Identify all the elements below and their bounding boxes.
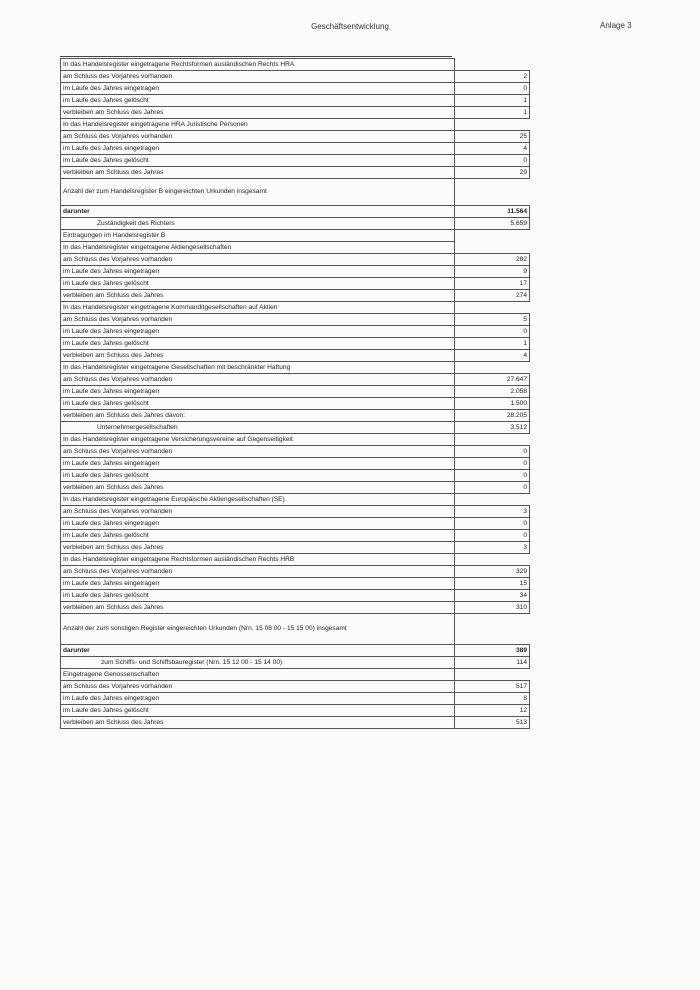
table-row <box>61 59 530 71</box>
row-label: In das Handelsregister eingetragene Rechtsformen ausländischen Rechts HRB <box>61 554 455 566</box>
row-value: 1 <box>455 107 530 119</box>
row-value: 0 <box>455 155 530 167</box>
row-label: im Laufe des Jahres gelöscht <box>61 470 455 482</box>
table-row <box>61 554 530 566</box>
row-value: 329 <box>455 566 530 578</box>
row-value: 27.647 <box>455 374 530 386</box>
page-title: Geschäftsentwicklung <box>311 22 389 31</box>
table-row <box>61 338 530 350</box>
row-value <box>455 302 530 314</box>
row-label: verbleiben am Schluss des Jahres <box>61 482 455 494</box>
row-value: 29 <box>455 167 530 179</box>
table-row <box>61 119 530 131</box>
row-label: Eingetragene Genossenschaften <box>61 669 455 681</box>
row-label: am Schluss des Vorjahres vorhanden <box>61 314 455 326</box>
table-row <box>61 254 530 266</box>
row-label: im Laufe des Jahres gelöscht <box>61 705 455 717</box>
table-row <box>61 302 530 314</box>
row-value: 0 <box>455 482 530 494</box>
row-label: darunter <box>61 206 455 218</box>
table-row <box>61 350 530 362</box>
table-row <box>61 326 530 338</box>
row-label: In das Handelsregister eingetragene Aktiengesellschaften <box>61 242 455 254</box>
row-value <box>455 179 530 206</box>
row-value: 28.205 <box>455 410 530 422</box>
row-label: verbleiben am Schluss des Jahres davon: <box>61 410 455 422</box>
row-label: im Laufe des Jahres eingetragen <box>61 266 455 278</box>
row-value: 15 <box>455 578 530 590</box>
row-label: am Schluss des Vorjahres vorhanden <box>61 131 455 143</box>
row-label: am Schluss des Vorjahres vorhanden <box>61 254 455 266</box>
table-row <box>61 458 530 470</box>
row-label: im Laufe des Jahres gelöscht <box>61 530 455 542</box>
row-label: In das Handelsregister eingetragene HRA Juristische Personen <box>61 119 455 131</box>
table-row <box>61 206 530 218</box>
table-row <box>61 693 530 705</box>
row-value: 4 <box>455 350 530 362</box>
table-row <box>61 386 530 398</box>
table-row <box>61 398 530 410</box>
row-value: 389 <box>455 645 530 657</box>
table-row <box>61 266 530 278</box>
table-row <box>61 143 530 155</box>
row-label: In das Handelsregister eingetragene Kommanditgesellschaften auf Aktien <box>61 302 455 314</box>
row-value: 3 <box>455 506 530 518</box>
table-row <box>61 242 530 254</box>
row-label: verbleiben am Schluss des Jahres <box>61 107 455 119</box>
row-value <box>455 242 530 254</box>
row-value: 1.500 <box>455 398 530 410</box>
row-label: im Laufe des Jahres eingetragen <box>61 518 455 530</box>
row-label: verbleiben am Schluss des Jahres <box>61 290 455 302</box>
row-label: In das Handelsregister eingetragene Gesellschaften mit beschränkter Haftung <box>61 362 455 374</box>
row-value: 4 <box>455 143 530 155</box>
row-label: zum Schiffs- und Schiffsbauregister (Nrn. 15 12 00 - 15 14 00) <box>61 657 455 669</box>
row-label: In das Handelsregister eingetragene Europäische Aktiengesellschaften (SE) <box>61 494 455 506</box>
table-row <box>61 95 530 107</box>
row-label: im Laufe des Jahres eingetragen <box>61 326 455 338</box>
row-value <box>455 362 530 374</box>
row-value: 517 <box>455 681 530 693</box>
table-row <box>61 290 530 302</box>
row-value: 0 <box>455 326 530 338</box>
statistics-table <box>60 58 530 729</box>
table-row <box>61 645 530 657</box>
table-row <box>61 566 530 578</box>
table-row <box>61 218 530 230</box>
row-label: verbleiben am Schluss des Jahres <box>61 542 455 554</box>
row-value <box>455 119 530 131</box>
table-row <box>61 705 530 717</box>
row-label: am Schluss des Vorjahres vorhanden <box>61 681 455 693</box>
table-row <box>61 362 530 374</box>
row-value: 513 <box>455 717 530 729</box>
row-value <box>455 434 530 446</box>
table-row <box>61 131 530 143</box>
row-value: 1 <box>455 338 530 350</box>
row-label: verbleiben am Schluss des Jahres <box>61 167 455 179</box>
table-row <box>61 590 530 602</box>
table-row <box>61 717 530 729</box>
row-label: im Laufe des Jahres eingetragen <box>61 578 455 590</box>
row-label: Eintragungen im Handelsregister B <box>61 230 455 242</box>
row-value <box>455 669 530 681</box>
table-row <box>61 422 530 434</box>
table-row <box>61 314 530 326</box>
row-value: 114 <box>455 657 530 669</box>
row-value: 0 <box>455 470 530 482</box>
table-row <box>61 614 530 645</box>
row-value: 5.659 <box>455 218 530 230</box>
row-value: 0 <box>455 530 530 542</box>
row-label: am Schluss des Vorjahres vorhanden <box>61 374 455 386</box>
row-value: 5 <box>455 314 530 326</box>
row-value: 1 <box>455 95 530 107</box>
row-label: im Laufe des Jahres gelöscht <box>61 155 455 167</box>
row-value <box>455 494 530 506</box>
row-value: 11.564 <box>455 206 530 218</box>
row-label: verbleiben am Schluss des Jahres <box>61 717 455 729</box>
row-value: 3 <box>455 542 530 554</box>
row-label: Unternehmergesellschaften <box>61 422 455 434</box>
row-label: im Laufe des Jahres eingetragen <box>61 83 455 95</box>
row-label: In das Handelsregister eingetragene Versicherungsvereine auf Gegenseitigkeit <box>61 434 455 446</box>
row-label: im Laufe des Jahres gelöscht <box>61 278 455 290</box>
row-value: 0 <box>455 458 530 470</box>
row-label: im Laufe des Jahres eingetragen <box>61 693 455 705</box>
row-label: im Laufe des Jahres gelöscht <box>61 590 455 602</box>
row-label: verbleiben am Schluss des Jahres <box>61 602 455 614</box>
row-label: im Laufe des Jahres eingetragen <box>61 386 455 398</box>
table-row <box>61 669 530 681</box>
row-value <box>455 230 530 242</box>
table-row <box>61 482 530 494</box>
row-label: am Schluss des Vorjahres vorhanden <box>61 566 455 578</box>
top-rule <box>60 56 452 57</box>
row-value: 274 <box>455 290 530 302</box>
table-row <box>61 506 530 518</box>
table-row <box>61 542 530 554</box>
row-label: im Laufe des Jahres eingetragen <box>61 143 455 155</box>
table-row <box>61 230 530 242</box>
row-value: 3.512 <box>455 422 530 434</box>
table-row <box>61 179 530 206</box>
row-value <box>455 554 530 566</box>
row-value: 0 <box>455 83 530 95</box>
row-value: 282 <box>455 254 530 266</box>
table-row <box>61 83 530 95</box>
row-label: am Schluss des Vorjahres vorhanden <box>61 506 455 518</box>
table-row <box>61 434 530 446</box>
table-row <box>61 107 530 119</box>
row-label: im Laufe des Jahres eingetragen <box>61 458 455 470</box>
annex-label: Anlage 3 <box>600 21 632 30</box>
row-value: 0 <box>455 518 530 530</box>
statistics-table-body <box>61 59 530 729</box>
table-row <box>61 681 530 693</box>
row-label: am Schluss des Vorjahres vorhanden <box>61 71 455 83</box>
row-label: im Laufe des Jahres gelöscht <box>61 338 455 350</box>
row-label: Anzahl der zum sonstigen Register eingereichten Urkunden (Nrn. 15 08 00 - 15 15 00) insgesamt <box>61 614 455 645</box>
table-row <box>61 530 530 542</box>
table-row <box>61 278 530 290</box>
row-value <box>455 614 530 645</box>
row-label: Anzahl der zum Handelsregister B eingereichten Urkunden insgesamt <box>61 179 455 206</box>
row-value: 310 <box>455 602 530 614</box>
row-label: im Laufe des Jahres gelöscht <box>61 398 455 410</box>
row-value: 17 <box>455 278 530 290</box>
row-label: verbleiben am Schluss des Jahres <box>61 350 455 362</box>
table-row <box>61 578 530 590</box>
row-value: 0 <box>455 446 530 458</box>
table-row <box>61 494 530 506</box>
row-label: Zuständigkeit des Richters <box>61 218 455 230</box>
row-label: In das Handelsregister eingetragene Rechtsformen ausländischen Rechts HRA <box>61 59 455 71</box>
row-value: 2 <box>455 71 530 83</box>
row-label: am Schluss des Vorjahres vorhanden <box>61 446 455 458</box>
table-row <box>61 657 530 669</box>
table-row <box>61 374 530 386</box>
row-label: darunter <box>61 645 455 657</box>
row-value: 8 <box>455 693 530 705</box>
table-row <box>61 602 530 614</box>
row-value: 34 <box>455 590 530 602</box>
table-row <box>61 446 530 458</box>
table-row <box>61 167 530 179</box>
table-row <box>61 410 530 422</box>
row-value <box>455 59 530 71</box>
table-row <box>61 155 530 167</box>
row-value: 9 <box>455 266 530 278</box>
row-value: 25 <box>455 131 530 143</box>
row-value: 2.058 <box>455 386 530 398</box>
table-row <box>61 71 530 83</box>
table-row <box>61 518 530 530</box>
row-label: im Laufe des Jahres gelöscht <box>61 95 455 107</box>
table-row <box>61 470 530 482</box>
row-value: 12 <box>455 705 530 717</box>
